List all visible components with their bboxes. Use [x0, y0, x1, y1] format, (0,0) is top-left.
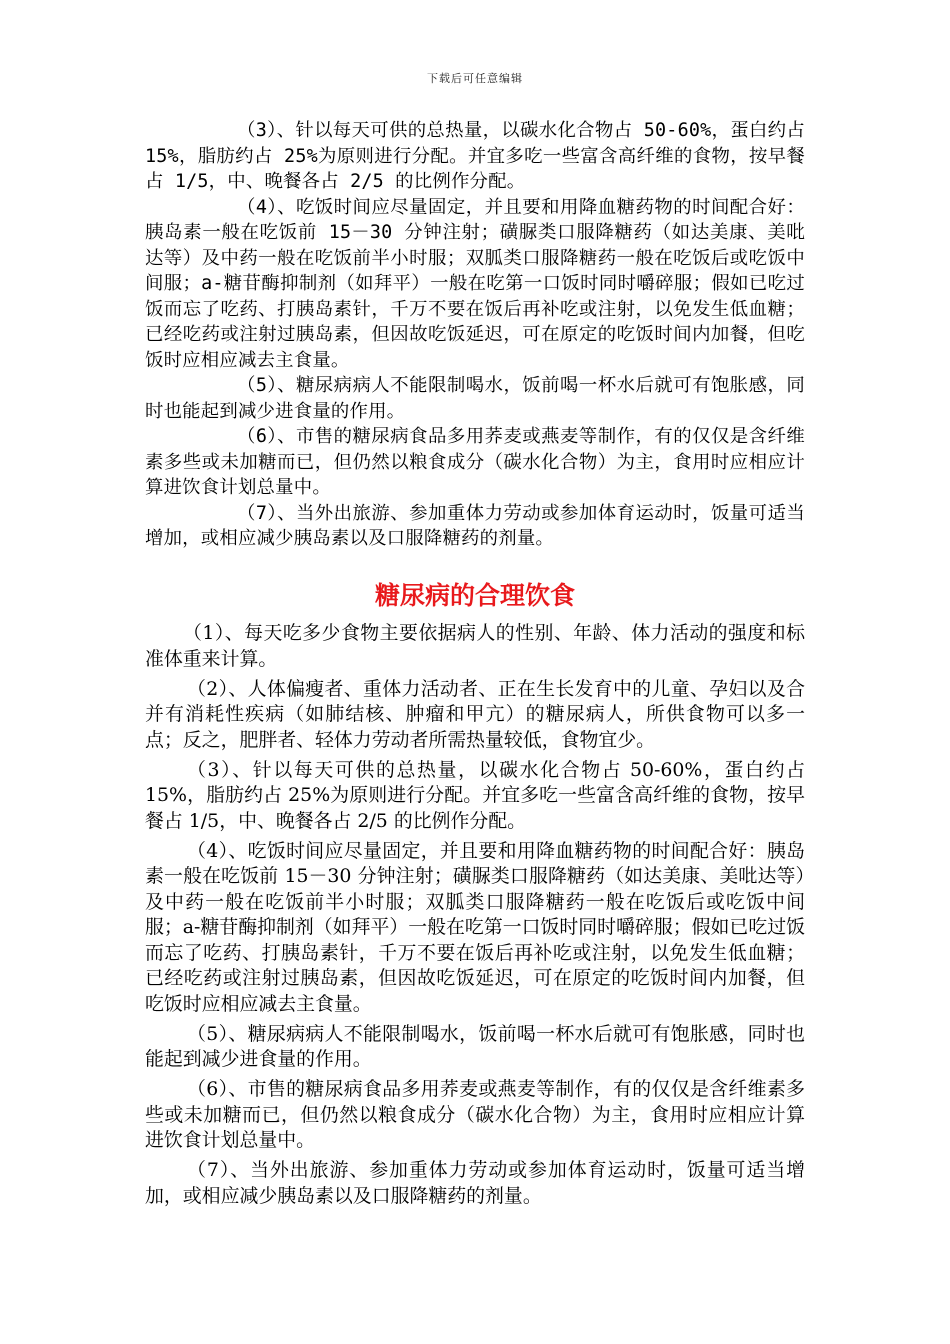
section-bottom: [145, 621, 805, 1214]
paragraph-5-top: （5）、糖尿病病人不能限制喝水，饭前喝一杯水后就可有饱胀感，同时也能起到减少进食量的作用。: [145, 375, 805, 422]
paragraph-6: （6）、市售的糖尿病食品多用荞麦或燕麦等制作，有的仅仅是含纤维素多些或未加糖而已，但仍然以粮食成分（碳水化合物）为主，食用时应相应计算进饮食计划总量中。: [145, 1078, 805, 1151]
paragraph-1: （1）、每天吃多少食物主要依据病人的性别、年龄、体力活动的强度和标准体重来计算。: [145, 622, 805, 670]
paragraph-7-top: （7）、当外出旅游、参加重体力劳动或参加体育运动时，饭量可适当增加，或相应减少胰岛素以及口服降糖药的剂量。: [145, 502, 805, 549]
paragraph-3: （3）、针以每天可供的总热量，以碳水化合物占 50-60%，蛋白约占 15%，脂肪约占 25%为原则进行分配。并宜多吃一些富含高纤维的食物，按早餐占 1/5，中、晚餐各占 2/5 的比例作分配。: [145, 758, 805, 832]
paragraph-6-top: （6）、市售的糖尿病食品多用荞麦或燕麦等制作，有的仅仅是含纤维素多些或未加糖而已，但仍然以粮食成分（碳水化合物）为主，食用时应相应计算进饮食计划总量中。: [145, 426, 805, 498]
paragraph-5: （5）、糖尿病病人不能限制喝水，饭前喝一杯水后就可有饱胀感，同时也能起到减少进食量的作用。: [145, 1022, 805, 1070]
section-title: 糖尿病的合理饮食: [374, 581, 575, 610]
section-top: [145, 118, 805, 552]
paragraph-4: （4）、吃饭时间应尽量固定，并且要和用降血糖药物的时间配合好：胰岛素一般在吃饭前 15－30 分钟注射；磺脲类口服降糖药（如达美康、美吡达等）及中药一般在吃饭前半小时服；双胍类口服降糖药一般在吃饭后或吃饭中间服；a-糖苷酶抑制剂（如拜平）一般在吃第一口饭时同时嚼碎服；假如已吃过饭而忘了吃药、打胰岛素针，千万不要在饭后再补吃或注射，以免发生低血糖；已经吃药或注射过胰岛素，但因故吃饭延迟，可在原定的吃饭时间内加餐，但吃饭时应相应减去主食量。: [145, 839, 805, 1015]
paragraph-2: （2）、人体偏瘦者、重体力活动者、正在生长发育中的儿童、孕妇以及合并有消耗性疾病（如肺结核、肿瘤和甲亢）的糖尿病人，所供食物可以多一点；反之，肥胖者、轻体力劳动者所需热量较低，食物宜少。: [145, 677, 805, 751]
paragraph-7: （7）、当外出旅游、参加重体力劳动或参加体育运动时，饭量可适当增加，或相应减少胰岛素以及口服降糖药的剂量。: [145, 1159, 805, 1207]
page-header-note: 下载后可任意编辑: [427, 72, 523, 85]
paragraph-4-top: （4）、吃饭时间应尽量固定，并且要和用降血糖药物的时间配合好：胰岛素一般在吃饭前 15－30 分钟注射；磺脲类口服降糖药（如达美康、美吡达等）及中药一般在吃饭前半小时服；双胍类口服降糖药一般在吃饭后或吃饭中间服；a-糖苷酶抑制剂（如拜平）一般在吃第一口饭时同时嚼碎服；假如已吃过饭而忘了吃药、打胰岛素针，千万不要在饭后再补吃或注射，以免发生低血糖；已经吃药或注射过胰岛素，但因故吃饭延迟，可在原定的吃饭时间内加餐，但吃饭时应相应减去主食量。: [145, 196, 805, 371]
paragraph-3-top: （3）、针以每天可供的总热量，以碳水化合物占 50-60%，蛋白约占 15%，脂肪约占 25%为原则进行分配。并宜多吃一些富含高纤维的食物，按早餐占 1/5，中、晚餐各占 2/5 的比例作分配。: [145, 120, 805, 192]
